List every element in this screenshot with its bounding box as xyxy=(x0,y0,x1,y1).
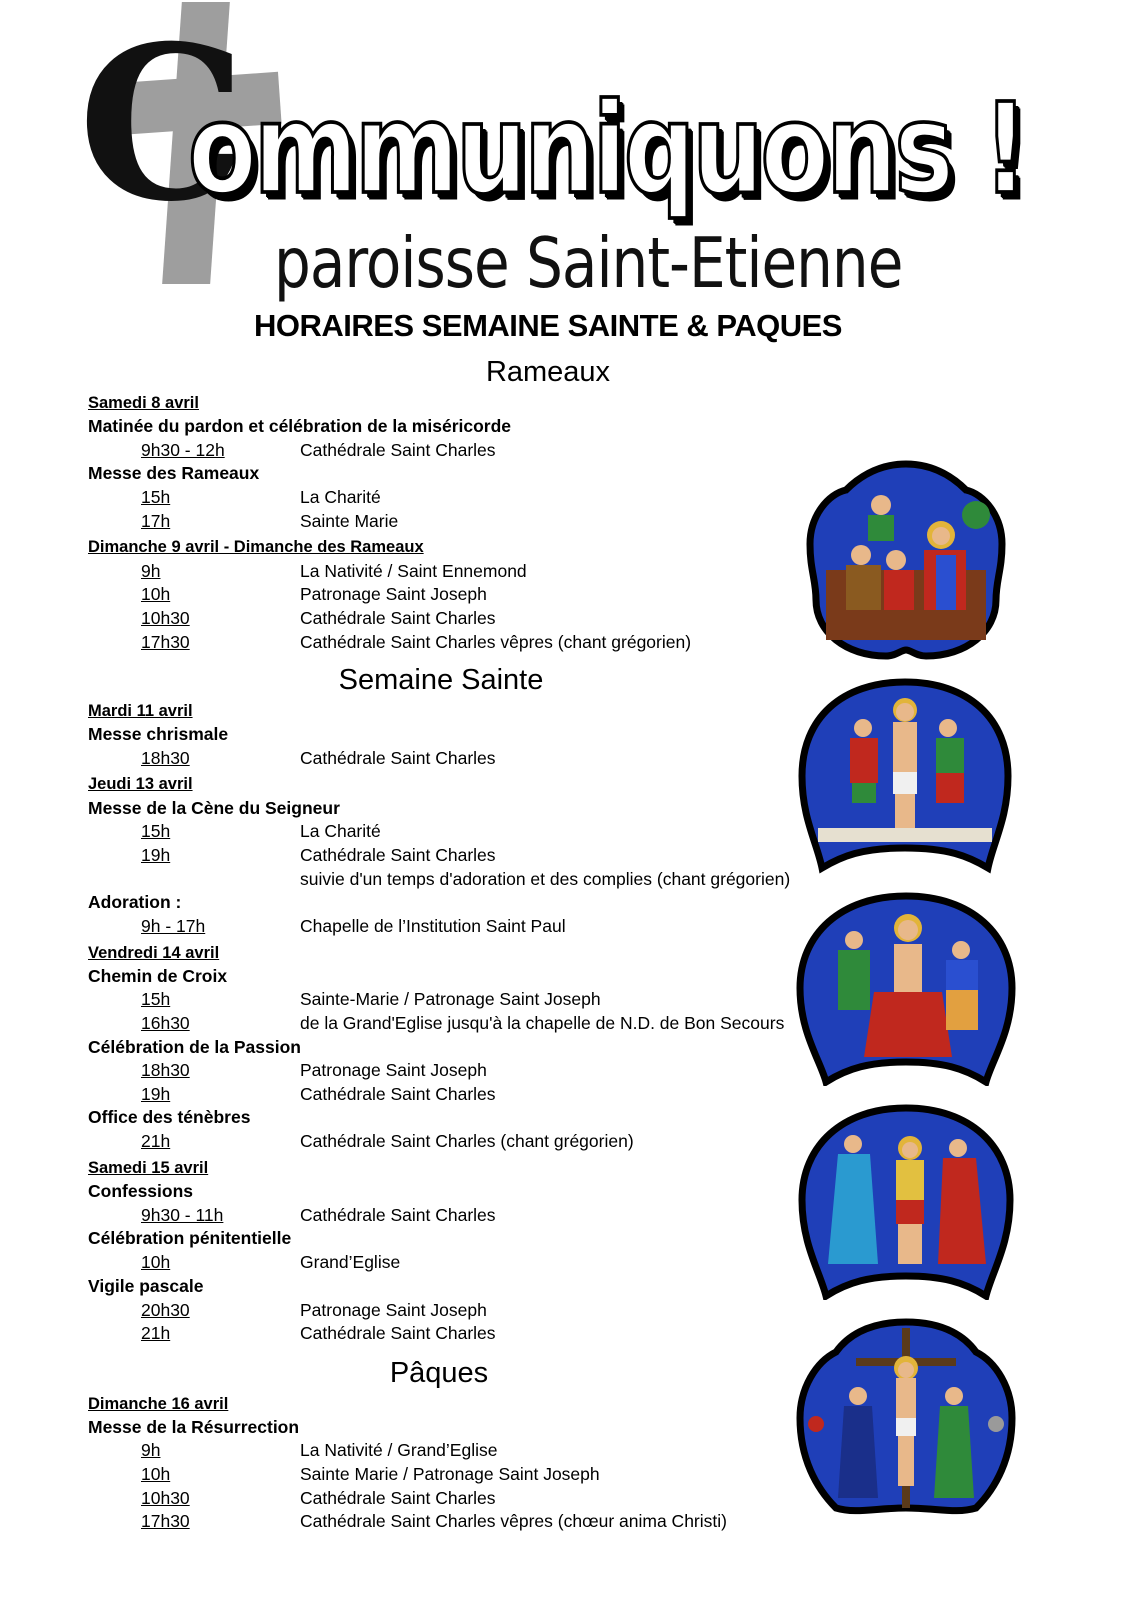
event-title: Célébration de la Passion xyxy=(88,1037,301,1057)
venue: Cathédrale Saint Charles (chant grégorien) xyxy=(300,1131,634,1151)
event-title: Vigile pascale xyxy=(88,1276,204,1296)
time-slot: 18h30 xyxy=(141,1060,190,1080)
venue: Cathédrale Saint Charles xyxy=(300,1084,496,1104)
venue: La Charité xyxy=(300,487,381,507)
section-heading-semaine-sainte: Semaine Sainte xyxy=(338,664,544,696)
time-slot: 20h30 xyxy=(141,1300,190,1320)
venue: Patronage Saint Joseph xyxy=(300,1300,487,1320)
venue: Cathédrale Saint Charles vêpres (chant grégorien) xyxy=(300,632,692,652)
time-slot: 15h xyxy=(141,821,171,841)
venue: La Charité xyxy=(300,821,381,841)
venue: Cathédrale Saint Charles xyxy=(300,845,496,865)
venue: Patronage Saint Joseph xyxy=(300,584,487,604)
time-slot: 10h xyxy=(141,1464,171,1484)
event-title: Matinée du pardon et célébration de la miséricorde xyxy=(88,416,512,436)
time-slot: 9h30 - 12h xyxy=(141,440,225,460)
stained-glass-stripping xyxy=(798,1104,1014,1300)
event-title: Célébration pénitentielle xyxy=(88,1228,292,1248)
venue: de la Grand'Eglise jusqu'à la chapelle de N.D. de Bon Secours xyxy=(300,1013,785,1033)
date-heading: Samedi 8 avril xyxy=(88,394,199,412)
section-heading-paques: Pâques xyxy=(389,1357,489,1389)
event-title: Messe des Rameaux xyxy=(88,463,260,483)
venue: Cathédrale Saint Charles xyxy=(300,608,496,628)
time-slot: 10h xyxy=(141,584,171,604)
venue: Sainte Marie xyxy=(300,511,399,531)
time-slot: 17h xyxy=(141,511,171,531)
date-heading: Mardi 11 avril xyxy=(88,702,193,720)
time-slot: 19h xyxy=(141,845,171,865)
venue: Chapelle de l’Institution Saint Paul xyxy=(300,916,566,936)
time-slot: 17h30 xyxy=(141,632,190,652)
section-heading-rameaux: Rameaux xyxy=(485,356,611,388)
event-title: Confessions xyxy=(88,1181,194,1201)
venue: La Nativité / Saint Ennemond xyxy=(300,561,527,581)
venue-note: suivie d'un temps d'adoration et des complies (chant grégorien) xyxy=(300,869,791,889)
venue: La Nativité / Grand’Eglise xyxy=(300,1440,498,1460)
time-slot: 10h xyxy=(141,1252,171,1272)
date-heading: Dimanche 16 avril xyxy=(88,1395,229,1413)
time-slot: 18h30 xyxy=(141,748,190,768)
date-heading: Vendredi 14 avril xyxy=(88,944,220,962)
venue: Cathédrale Saint Charles xyxy=(300,440,496,460)
date-heading: Jeudi 13 avril xyxy=(88,775,193,793)
venue: Sainte Marie / Patronage Saint Joseph xyxy=(300,1464,600,1484)
event-title: Messe de la Cène du Seigneur xyxy=(88,798,340,818)
venue: Grand’Eglise xyxy=(300,1252,401,1272)
venue: Cathédrale Saint Charles xyxy=(300,1488,496,1508)
event-title: Office des ténèbres xyxy=(88,1107,251,1127)
venue: Cathédrale Saint Charles xyxy=(300,1323,496,1343)
venue: Sainte-Marie / Patronage Saint Joseph xyxy=(300,989,601,1009)
stained-glass-agony-in-garden xyxy=(806,460,1006,660)
time-slot: 10h30 xyxy=(141,608,190,628)
venue: Cathédrale Saint Charles xyxy=(300,1205,496,1225)
event-title: Adoration : xyxy=(88,892,182,912)
time-slot: 19h xyxy=(141,1084,171,1104)
time-slot: 16h30 xyxy=(141,1013,190,1033)
stained-glass-crucifixion xyxy=(796,1318,1016,1518)
event-title: Messe de la Résurrection xyxy=(88,1417,300,1437)
venue: Cathédrale Saint Charles xyxy=(300,748,496,768)
date-heading: Samedi 15 avril xyxy=(88,1159,209,1177)
logo-text: ommuniquons ! xyxy=(188,75,1026,222)
time-slot: 15h xyxy=(141,989,171,1009)
time-slot: 9h xyxy=(141,561,161,581)
time-slot: 15h xyxy=(141,487,171,507)
event-title: Chemin de Croix xyxy=(88,966,228,986)
event-title: Messe chrismale xyxy=(88,724,229,744)
stained-glass-crowning xyxy=(796,892,1016,1086)
logo-initial: C xyxy=(78,0,243,248)
date-heading: Dimanche 9 avril - Dimanche des Rameaux xyxy=(88,538,424,556)
time-slot: 10h30 xyxy=(141,1488,190,1508)
time-slot: 17h30 xyxy=(141,1511,190,1531)
time-slot: 21h xyxy=(141,1323,171,1343)
stained-glass-flagellation xyxy=(798,678,1012,874)
time-slot: 9h30 - 11h xyxy=(141,1205,224,1225)
venue: Patronage Saint Joseph xyxy=(300,1060,487,1080)
time-slot: 9h - 17h xyxy=(141,916,206,936)
venue: Cathédrale Saint Charles vêpres (chœur anima Christi) xyxy=(300,1511,727,1531)
page-title: HORAIRES SEMAINE SAINTE & PAQUES xyxy=(253,308,842,343)
time-slot: 21h xyxy=(141,1131,171,1151)
time-slot: 9h xyxy=(141,1440,161,1460)
parish-name: paroisse Saint-Etienne xyxy=(274,222,903,304)
